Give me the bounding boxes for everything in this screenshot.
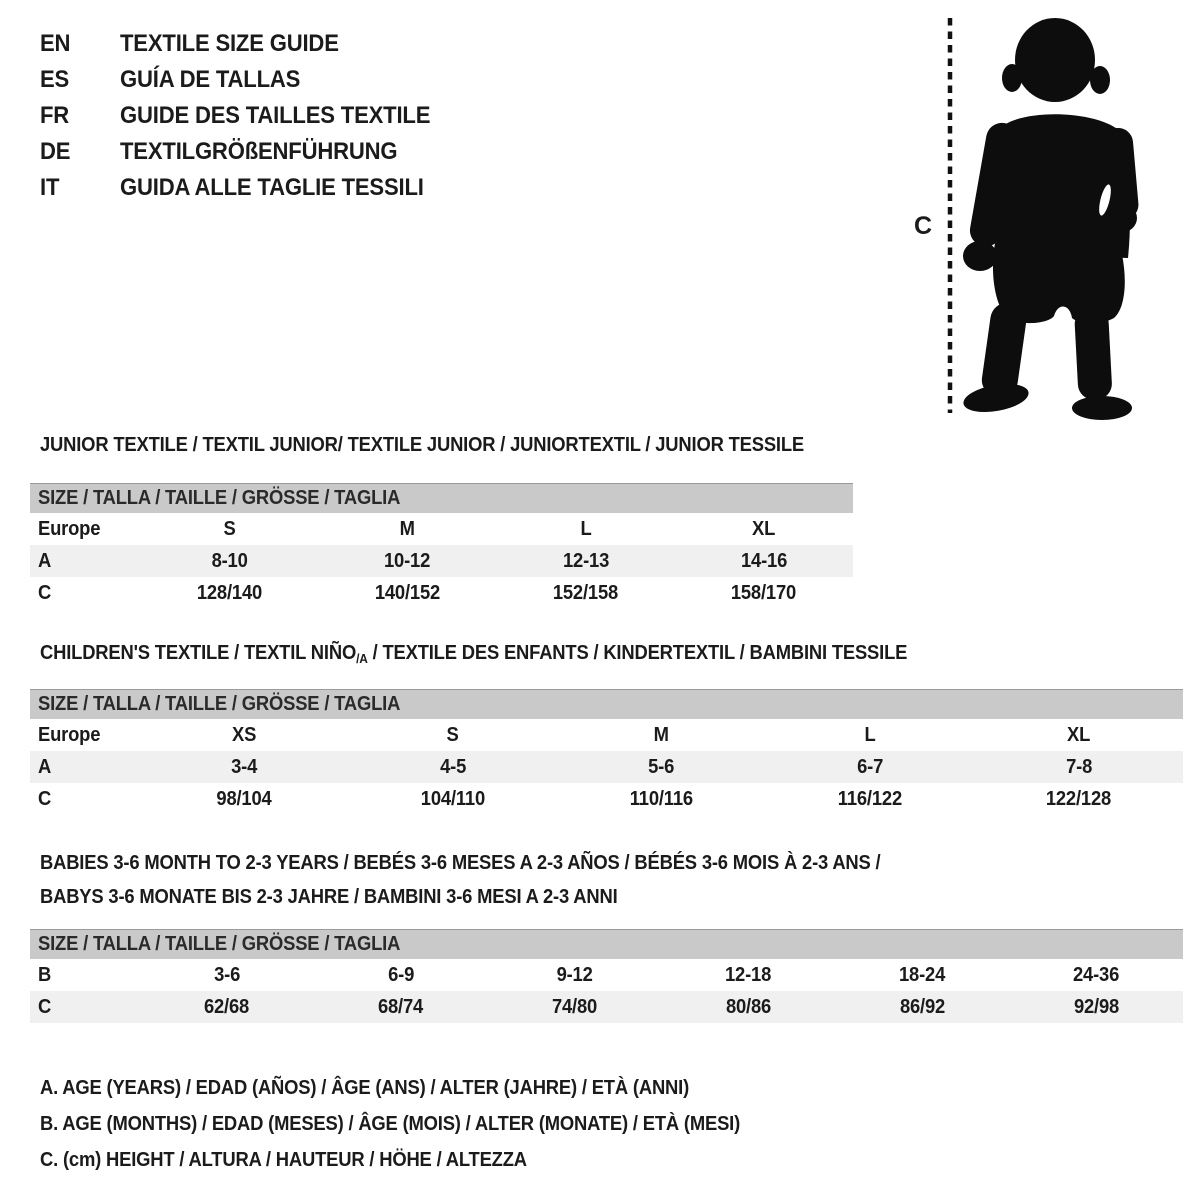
table-row-age-years [30,545,853,577]
size-cell: 6-9 [387,963,414,986]
legend-line-b: B. AGE (MONTHS) / EDAD (MESES) / ÂGE (MOIS) / ALTER (MONATE) / ETÀ (MESI) [40,1112,741,1135]
height-measure-label: C [914,212,933,240]
lang-code: DE [40,138,71,165]
size-cell: 158/170 [731,581,797,604]
row-label: C [38,787,52,810]
size-cell: 68/74 [378,995,424,1018]
legend-line-c: C. (cm) HEIGHT / ALTURA / HAUTEUR / HÖHE / ALTEZZA [40,1148,527,1171]
row-label: Europe [38,723,101,746]
size-cell: 6-7 [857,755,884,778]
lang-title: TEXTILE SIZE GUIDE [120,30,339,57]
size-cell: 128/140 [196,581,262,604]
language-header [40,26,457,206]
size-cell: 14-16 [740,549,787,572]
lang-title: GUÍA DE TALLAS [120,66,301,93]
babies-section-title-line1: BABIES 3-6 MONTH TO 2-3 YEARS / BEBÉS 3-6 MESES A 2-3 AÑOS / BÉBÉS 3-6 MOIS À 2-3 ANS / [40,852,881,874]
junior-size-table [30,483,853,609]
size-cell: 24-36 [1072,963,1120,986]
babies-section-title-line2: BABYS 3-6 MONATE BIS 2-3 JAHRE / BAMBINI 3-6 MESI A 2-3 ANNI [40,886,618,908]
size-cell: 62/68 [204,995,250,1018]
lang-code: FR [40,102,70,129]
size-cell: 152/158 [553,581,619,604]
lang-row-de [40,134,457,170]
size-cell: 3-4 [231,755,258,778]
lang-title: GUIDA ALLE TAGLIE TESSILI [120,174,424,201]
table-row-age-years [30,751,1183,783]
lang-code: EN [40,30,71,57]
table-row-europe [30,513,853,545]
size-header-bar: SIZE / TALLA / TAILLE / GRÖSSE / TAGLIA [30,929,1183,959]
babies-size-table [30,929,1183,1023]
row-label: A [38,755,52,778]
row-label: C [38,581,52,604]
size-cell: 5-6 [648,755,675,778]
lang-row-en [40,26,457,62]
table-row-age-months [30,959,1183,991]
size-cell: 7-8 [1065,755,1092,778]
size-cell: 98/104 [216,787,272,810]
size-cell: M [399,517,415,540]
table-row-height [30,577,853,609]
size-cell: 110/116 [629,787,694,810]
lang-title: TEXTILGRÖßENFÜHRUNG [120,138,398,165]
size-cell: M [653,723,670,746]
lang-row-es [40,62,457,98]
children-section-title: CHILDREN'S TEXTILE / TEXTIL $NIÑO_{/A}$ / TEXTILE DES ENFANTS / KINDERTEXTIL / BAMBINI TESSILE [40,642,908,666]
toddler-shape [961,18,1139,420]
table-row-height [30,991,1183,1023]
size-cell: 92/98 [1073,995,1119,1018]
size-cell: 140/152 [374,581,440,604]
lang-code: ES [40,66,70,93]
size-cell: 86/92 [899,995,945,1018]
table-row-height [30,783,1183,815]
size-cell: 12-18 [725,963,772,986]
size-cell: 12-13 [562,549,609,572]
size-cell: 18-24 [899,963,946,986]
lang-title: GUIDE DES TAILLES TEXTILE [120,102,431,129]
children-size-table [30,689,1183,815]
size-cell: 116/122 [837,787,903,810]
size-cell: 9-12 [556,963,593,986]
size-cell: XL [1067,723,1091,746]
size-cell: XS [232,723,257,746]
lang-code: IT [40,174,60,201]
size-cell: XL [752,517,776,540]
size-cell: 10-12 [384,549,431,572]
size-cell: 3-6 [213,963,240,986]
size-cell: 80/86 [725,995,771,1018]
lang-row-fr [40,98,457,134]
row-label: C [38,995,52,1018]
row-label: B [38,963,52,986]
size-cell: S [223,517,236,540]
size-cell: L [864,723,876,746]
legend-line-a: A. AGE (YEARS) / EDAD (AÑOS) / ÂGE (ANS) / ALTER (JAHRE) / ETÀ (ANNI) [40,1076,690,1099]
size-cell: 122/128 [1046,787,1112,810]
size-cell: 8-10 [211,549,248,572]
size-cell: 4-5 [439,755,466,778]
measure-legend [40,1070,801,1178]
nino-a-subscript: /A [356,651,368,666]
size-cell: 104/110 [420,787,485,810]
toddler-silhouette [900,10,1160,425]
size-header-bar: SIZE / TALLA / TAILLE / GRÖSSE / TAGLIA [30,689,1183,719]
size-header-bar: SIZE / TALLA / TAILLE / GRÖSSE / TAGLIA [30,483,853,513]
lang-row-it [40,170,457,206]
size-cell: S [446,723,459,746]
size-cell: 74/80 [551,995,598,1018]
row-label: Europe [38,517,101,540]
size-cell: L [580,517,592,540]
junior-section-title: JUNIOR TEXTILE / TEXTIL JUNIOR/ TEXTILE JUNIOR / JUNIORTEXTIL / JUNIOR TESSILE [40,434,805,456]
table-row-europe [30,719,1183,751]
row-label: A [38,549,52,572]
